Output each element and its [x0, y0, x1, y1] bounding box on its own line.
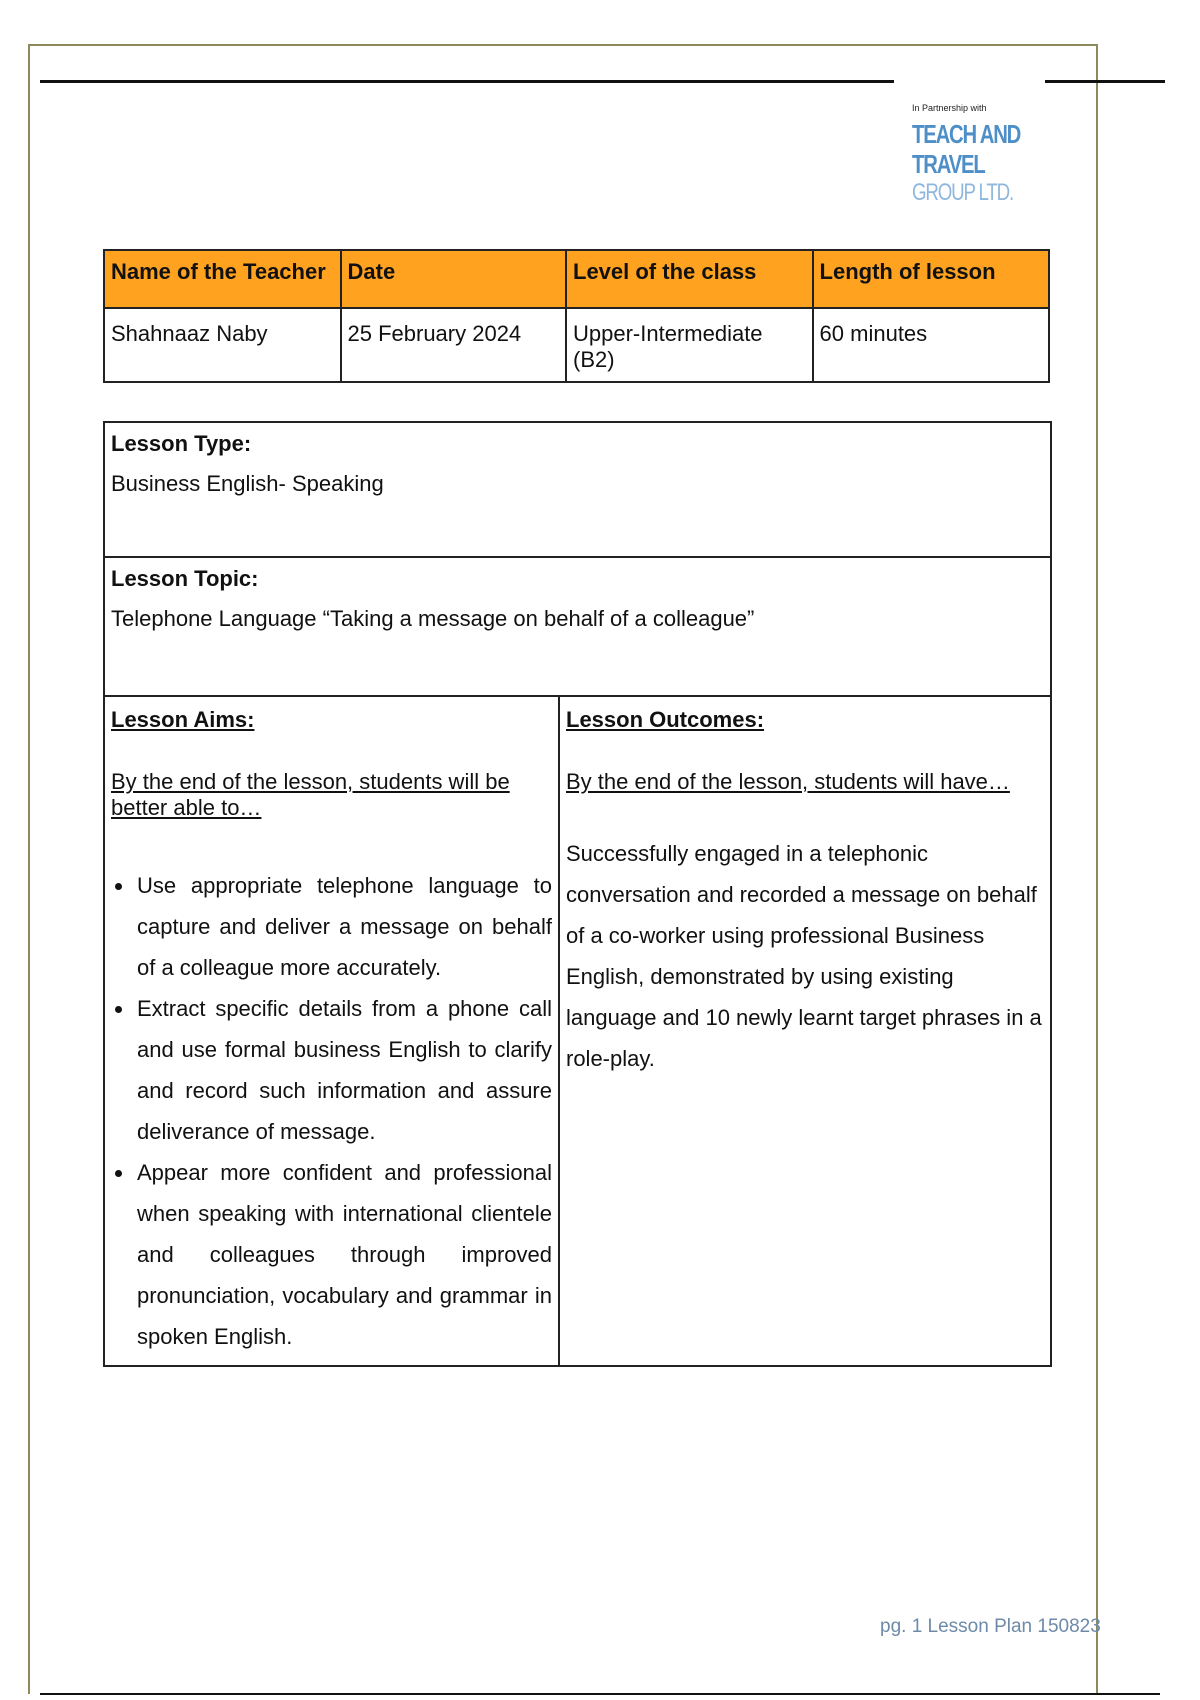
aims-outcomes-row: [104, 696, 1051, 1366]
lesson-type-cell: [104, 422, 1051, 557]
lesson-aim-item: • Appear more confident and professional when speaking with international clientele and colleagues through improved pronunciation, vocabulary and grammar in spoken English.: [135, 1152, 552, 1357]
logo-partnership-text: In Partnership with: [912, 103, 987, 113]
value-date: 25 February 2024: [341, 308, 567, 382]
value-length: 60 minutes: [813, 308, 1049, 382]
info-header-row: [104, 250, 1049, 308]
lesson-aims-label: Lesson Aims:: [111, 707, 255, 732]
lesson-details-table: [103, 421, 1052, 1367]
lesson-outcomes-text: Successfully engaged in a telephonic conversation and recorded a message on behalf of a co-worker using professional Business English, demonstrated by using existing language and 10 newly learnt target phrases in a role-play.: [566, 841, 1042, 1071]
logo-line-2: GROUP LTD.: [912, 179, 1013, 206]
partner-logo: [912, 103, 1052, 207]
header-length: Length of lesson: [813, 250, 1049, 308]
value-level: Upper-Intermediate (B2): [566, 308, 813, 382]
header-teacher: Name of the Teacher: [104, 250, 341, 308]
lesson-type-label: Lesson Type:: [111, 431, 252, 456]
lesson-type-row: [104, 422, 1051, 557]
lesson-outcomes-intro: By the end of the lesson, students will have…: [566, 769, 1010, 794]
logo-line-1: TEACH AND TRAVEL: [912, 119, 1021, 179]
lesson-topic-value: Telephone Language “Taking a message on behalf of a colleague”: [111, 606, 755, 631]
info-value-row: [104, 308, 1049, 382]
lesson-info-table: [103, 249, 1050, 383]
lesson-outcomes-label: Lesson Outcomes:: [566, 707, 765, 732]
lesson-topic-label: Lesson Topic:: [111, 566, 259, 591]
lesson-aims-list: [111, 865, 552, 1357]
lesson-type-value: Business English- Speaking: [111, 471, 384, 496]
lesson-aims-cell: [104, 696, 559, 1366]
lesson-aims-intro: By the end of the lesson, students will be better able to…: [111, 769, 510, 820]
header-rule: [40, 80, 894, 83]
header-date: Date: [341, 250, 567, 308]
footer-rule: [40, 1693, 1160, 1695]
lesson-outcomes-cell: [559, 696, 1051, 1366]
lesson-aim-item: • Use appropriate telephone language to capture and deliver a message on behalf of a colleague more accurately.: [135, 865, 552, 988]
lesson-topic-row: [104, 557, 1051, 696]
lesson-topic-cell: [104, 557, 1051, 696]
header-level: Level of the class: [566, 250, 813, 308]
page-footer: pg. 1 Lesson Plan 150823: [880, 1616, 1101, 1637]
value-teacher: Shahnaaz Naby: [104, 308, 341, 382]
lesson-aim-item: • Extract specific details from a phone call and use formal business English to clarify and record such information and assure deliverance of message.: [135, 988, 552, 1152]
header-rule-right: [1045, 80, 1165, 83]
